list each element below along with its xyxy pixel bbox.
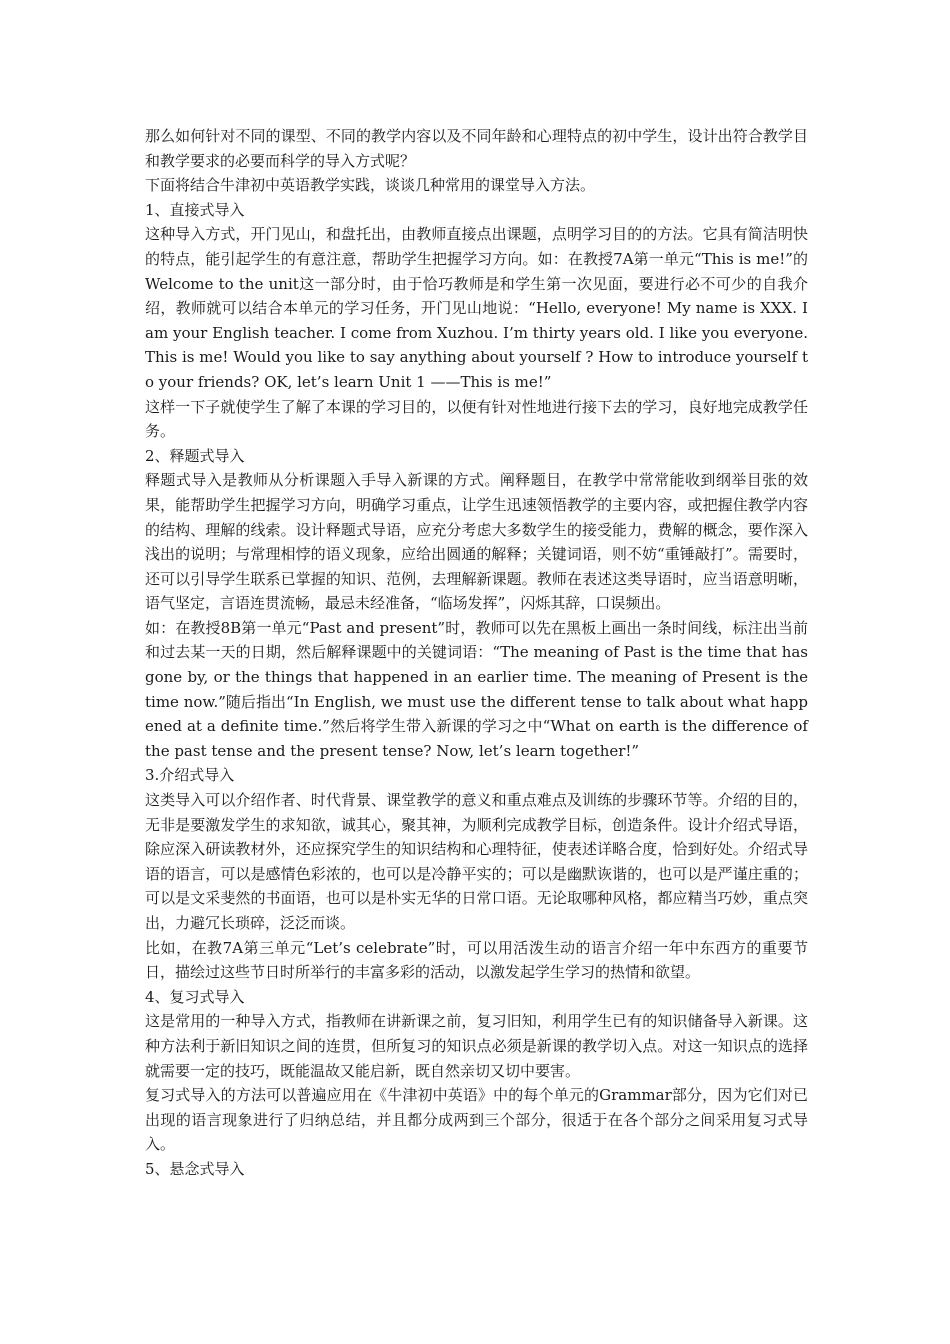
review-application-paragraph: 复习式导入的方法可以普遍应用在《牛津初中英语》中的每个单元的Grammar部分，因为它们对已出现的语言现象进行了归纳总结，并且都分成两到三个部分，很适于在各个部分之间采用复习式导入。 (145, 1086, 808, 1154)
section-heading-title-explanation: 2、释题式导入 (145, 446, 245, 465)
section-heading-suspense: 5、悬念式导入 (145, 1159, 245, 1178)
introduction-method-paragraph: 这类导入可以介绍作者、时代背景、课堂教学的意义和重点难点及训练的步骤环节等。介绍的目的，无非是要激发学生的求知欲，诚其心，聚其神，为顺利完成教学目标，创造条件。设计介绍式导语，除应深入研读教材外，还应探究学生的知识结构和心理特征，使表述详略合度，恰到好处。介绍式导语的语言，可以是感情色彩浓的，也可以是冷静平实的；可以是幽默诙谐的，也可以是严谨庄重的；可以是文采斐然的书面语，也可以是朴实无华的日常口语。无论取哪种风格，都应精当巧妙，重点突出，力避冗长琐碎，泛泛而谈。 (145, 791, 808, 932)
intro-question-paragraph: 那么如何针对不同的课型、不同的教学内容以及不同年龄和心理特点的初中学生，设计出符合教学目和教学要求的必要而科学的导入方式呢？ (145, 127, 808, 170)
section-heading-review: 4、复习式导入 (145, 987, 245, 1006)
direct-method-result-paragraph: 这样一下子就使学生了解了本课的学习目的，以便有针对性地进行接下去的学习，良好地完成教学任务。 (145, 397, 808, 441)
section-heading-introduction: 3.介绍式导入 (145, 766, 235, 785)
intro-overview-paragraph: 下面将结合牛津初中英语教学实践，谈谈几种常用的课堂导入方法。 (145, 176, 596, 195)
title-explanation-example-paragraph: 如：在教授8B第一单元“Past and present”时，教师可以先在黑板上画出一条时间线，标注出当前和过去某一天的日期，然后解释课题中的关键词语：“The meaning of Past is the time that has gone by, or the things that happened in an earlier time. The meaning of Present is the time now.”随后指出“In English, we must use the different tense to talk about what happened at a definite time.”然后将学生带入新课的学习之中“What on earth is the difference of the past tense and the present tense? Now, let’s learn together!” (145, 618, 808, 760)
title-explanation-paragraph: 释题式导入是教师从分析课题入手导入新课的方式。阐释题目，在教学中常常能收到纲举目张的效果，能帮助学生把握学习方向，明确学习重点，让学生迅速领悟教学的主要内容，或把握住教学内容的结构、理解的线索。设计释题式导语，应充分考虑大多数学生的接受能力，费解的概念，要作深入浅出的说明；与常理相悖的语义现象，应给出圆通的解释；关键词语，则不妨“重锤敲打”。需要时，还可以引导学生联系已掌握的知识、范例，去理解新课题。教师在表述这类导语时，应当语意明晰，语气坚定，言语连贯流畅，最忌未经准备，“临场发挥”，闪烁其辞，口误频出。 (145, 471, 808, 613)
introduction-example-paragraph: 比如，在教7A第三单元“Let’s celebrate”时，可以用活泼生动的语言介绍一年中东西方的重要节日，描绘过这些节日时所举行的丰富多彩的活动，以激发起学生学习的热情和欲望。 (145, 938, 808, 982)
section-heading-direct: 1、直接式导入 (145, 200, 245, 219)
review-method-paragraph: 这是常用的一种导入方式，指教师在讲新课之前，复习旧知，利用学生已有的知识储备导入新课。这种方法利于新旧知识之间的连贯，但所复习的知识点必须是新课的教学切入点。对这一知识点的选择就需要一定的技巧，既能温故又能启新，既自然亲切又切中要害。 (145, 1012, 808, 1080)
direct-method-paragraph: 这种导入方式，开门见山，和盘托出，由教师直接点出课题，点明学习目的的方法。它具有简洁明快的特点，能引起学生的有意注意，帮助学生把握学习方向。如：在教授7A第一单元“This is me!”的Welcome to the unit这一部分时，由于恰巧教师是和学生第一次见面，要进行必不可少的自我介绍，教师就可以结合本单元的学习任务，开门见山地说：“Hello, everyone! My name is XXX. I am your English teacher. I come from Xuzhou. I’m thirty years old. I like you everyone. This is me! Would you like to say anything about yourself ? How to introduce yourself to your friends? OK, let’s learn Unit 1 ——This is me!” (145, 225, 808, 391)
document-body (145, 124, 808, 1182)
